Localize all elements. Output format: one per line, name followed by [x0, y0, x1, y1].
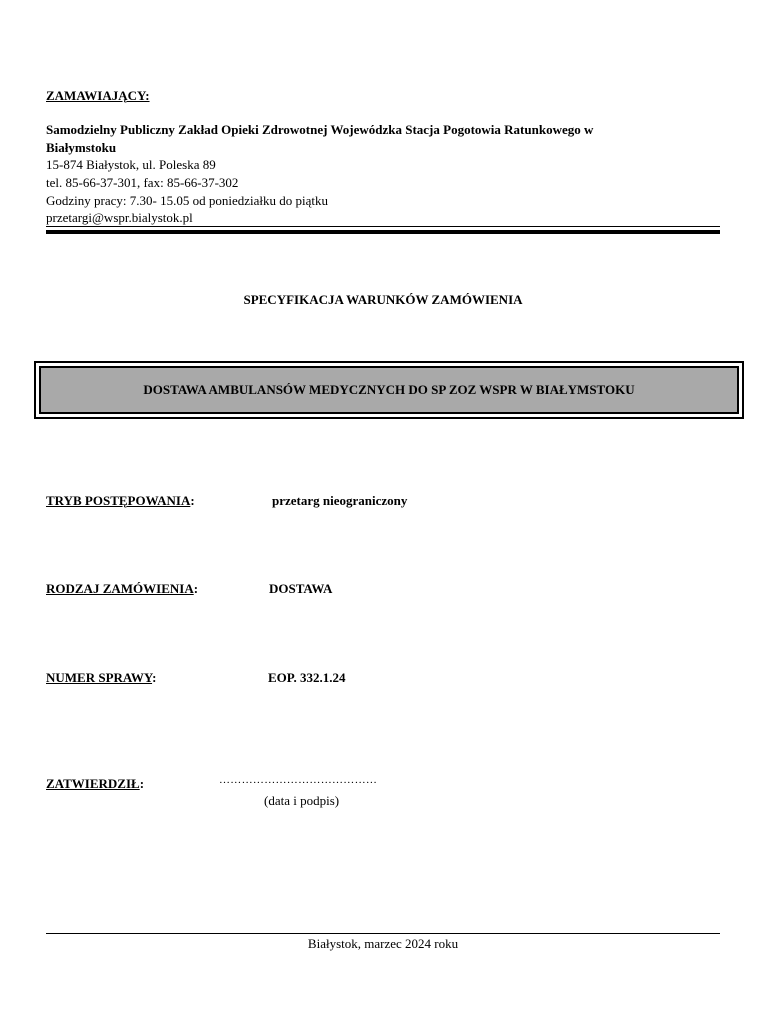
organization-phone: tel. 85-66-37-301, fax: 85-66-37-302 [46, 175, 239, 190]
signature-dotted-line: …………………………………… [219, 774, 378, 786]
order-type-label: RODZAJ ZAMÓWIENIA: [46, 581, 199, 596]
header-rule-thin [46, 226, 720, 227]
organization-address: 15-874 Białystok, ul. Poleska 89 [46, 157, 216, 172]
order-type-label-text: RODZAJ ZAMÓWIENIA [46, 581, 194, 596]
approved-label-text: ZATWIERDZIŁ [46, 776, 140, 791]
organization-hours: Godziny pracy: 7.30- 15.05 od poniedziałku do piątku [46, 193, 328, 208]
subject-box-text: DOSTAWA AMBULANSÓW MEDYCZNYCH DO SP ZOZ WSPR W BIAŁYMSTOKU [39, 366, 739, 414]
contracting-authority-label: ZAMAWIAJĄCY: [46, 88, 150, 103]
order-type-value: DOSTAWA [269, 581, 333, 596]
footer-place-date: Białystok, marzec 2024 roku [307, 936, 459, 951]
organization-email[interactable]: przetargi@wspr.bialystok.pl [46, 210, 193, 225]
case-number-value: EOP. 332.1.24 [268, 670, 346, 685]
header-rule-thick [46, 230, 720, 234]
procedure-label-text: TRYB POSTĘPOWANIA [46, 493, 191, 508]
organization-name-line2: Białymstoku [46, 140, 117, 155]
case-number-label-text: NUMER SPRAWY [46, 670, 153, 685]
procedure-label: TRYB POSTĘPOWANIA: [46, 493, 195, 508]
signature-caption: (data i podpis) [264, 793, 340, 808]
approved-label: ZATWIERDZIŁ: [46, 776, 145, 791]
case-number-label: NUMER SPRAWY: [46, 670, 157, 685]
procedure-value: przetarg nieograniczony [272, 493, 408, 508]
subject-box [34, 361, 744, 419]
footer-rule [46, 933, 720, 934]
document-title: SPECYFIKACJA WARUNKÓW ZAMÓWIENIA [243, 292, 523, 307]
organization-name-line1: Samodzielny Publiczny Zakład Opieki Zdrowotnej Wojewódzka Stacja Pogotowia Ratunkowego w [46, 122, 594, 137]
